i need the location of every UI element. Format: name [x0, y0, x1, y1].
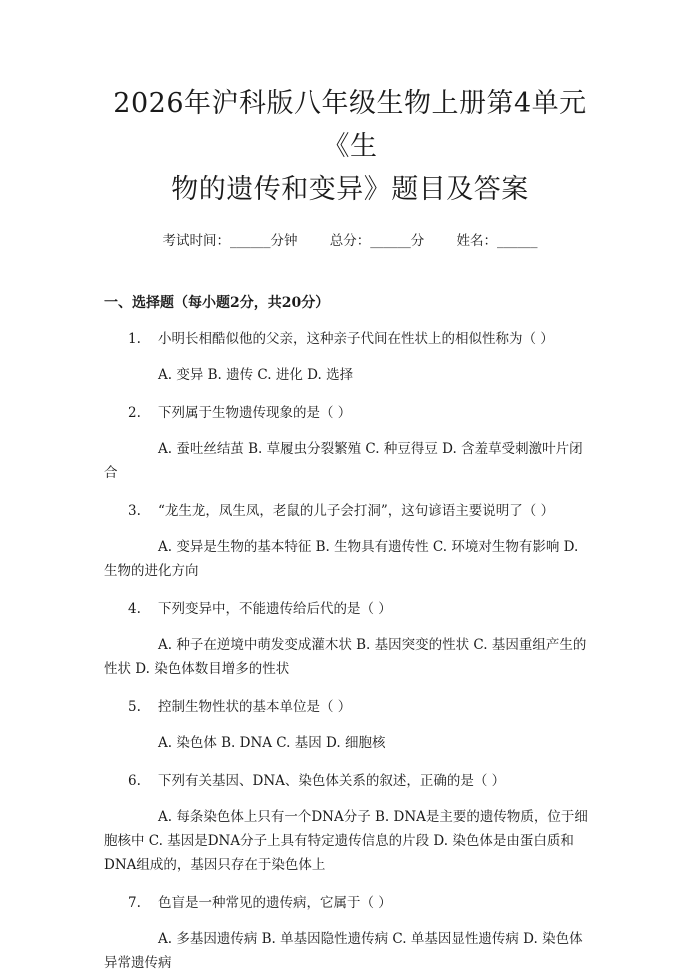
question-list — [104, 329, 596, 975]
question-item — [104, 893, 596, 975]
question-number: 2. — [128, 405, 141, 421]
question-item — [104, 697, 596, 755]
question-item — [104, 329, 596, 387]
question-options: A. 变异是生物的基本特征 B. 生物具有遗传性 C. 环境对生物有影响 D. 生物的进化方向 — [104, 539, 579, 579]
question-text: 小明长相酷似他的父亲，这种亲子代间在性状上的相似性称为（ ） — [158, 331, 554, 347]
question-item — [104, 501, 596, 583]
document-title — [104, 0, 596, 211]
question-item — [104, 403, 596, 485]
question-options: A. 变异 B. 遗传 C. 进化 D. 选择 — [158, 367, 354, 383]
title-line-2: 物的遗传和变异》题目及答案 — [171, 174, 529, 205]
question-options: A. 蚕吐丝结茧 B. 草履虫分裂繁殖 C. 种豆得豆 D. 含羞草受刺激叶片闭合 — [104, 441, 583, 481]
question-text: 下列变异中，不能遗传给后代的是（ ） — [158, 601, 392, 617]
title-line-1: 2026年沪科版八年级生物上册第4单元《生 — [113, 88, 587, 162]
question-item — [104, 771, 596, 877]
question-text: 下列有关基因、DNA、染色体关系的叙述，正确的是（ ） — [158, 773, 506, 789]
exam-total-score: 总分：______分 — [329, 233, 425, 249]
question-number: 7. — [128, 895, 141, 911]
question-number: 3. — [128, 503, 141, 519]
question-text: 色盲是一种常见的遗传病，它属于（ ） — [158, 895, 392, 911]
question-options: A. 染色体 B. DNA C. 基因 D. 细胞核 — [158, 735, 386, 751]
question-number: 5. — [128, 699, 141, 715]
question-number: 1. — [128, 331, 141, 347]
question-text: 下列属于生物遗传现象的是（ ） — [158, 405, 352, 421]
question-options: A. 每条染色体上只有一个DNA分子 B. DNA是主要的遗传物质，位于细胞核中 C. 基因是DNA分子上具有特定遗传信息的片段 D. 染色体是由蛋白质和DNA组成的，基因只存在于染色体上 — [104, 809, 588, 873]
question-item — [104, 599, 596, 681]
section-heading: 一、选择题（每小题2分，共20分） — [104, 295, 330, 311]
exam-time: 考试时间：______分钟 — [162, 233, 298, 249]
question-text: “龙生龙，凤生凤，老鼠的儿子会打洞”，这句谚语主要说明了（ ） — [158, 503, 555, 519]
question-number: 6. — [128, 773, 141, 789]
question-options: A. 多基因遗传病 B. 单基因隐性遗传病 C. 单基因显性遗传病 D. 染色体异常遗传病 — [104, 931, 583, 971]
student-name: 姓名：______ — [456, 233, 538, 249]
question-options: A. 种子在逆境中萌发变成灌木状 B. 基因突变的性状 C. 基因重组产生的性状 D. 染色体数目增多的性状 — [104, 637, 587, 677]
question-text: 控制生物性状的基本单位是（ ） — [158, 699, 352, 715]
question-number: 4. — [128, 601, 141, 617]
exam-meta — [104, 231, 596, 251]
